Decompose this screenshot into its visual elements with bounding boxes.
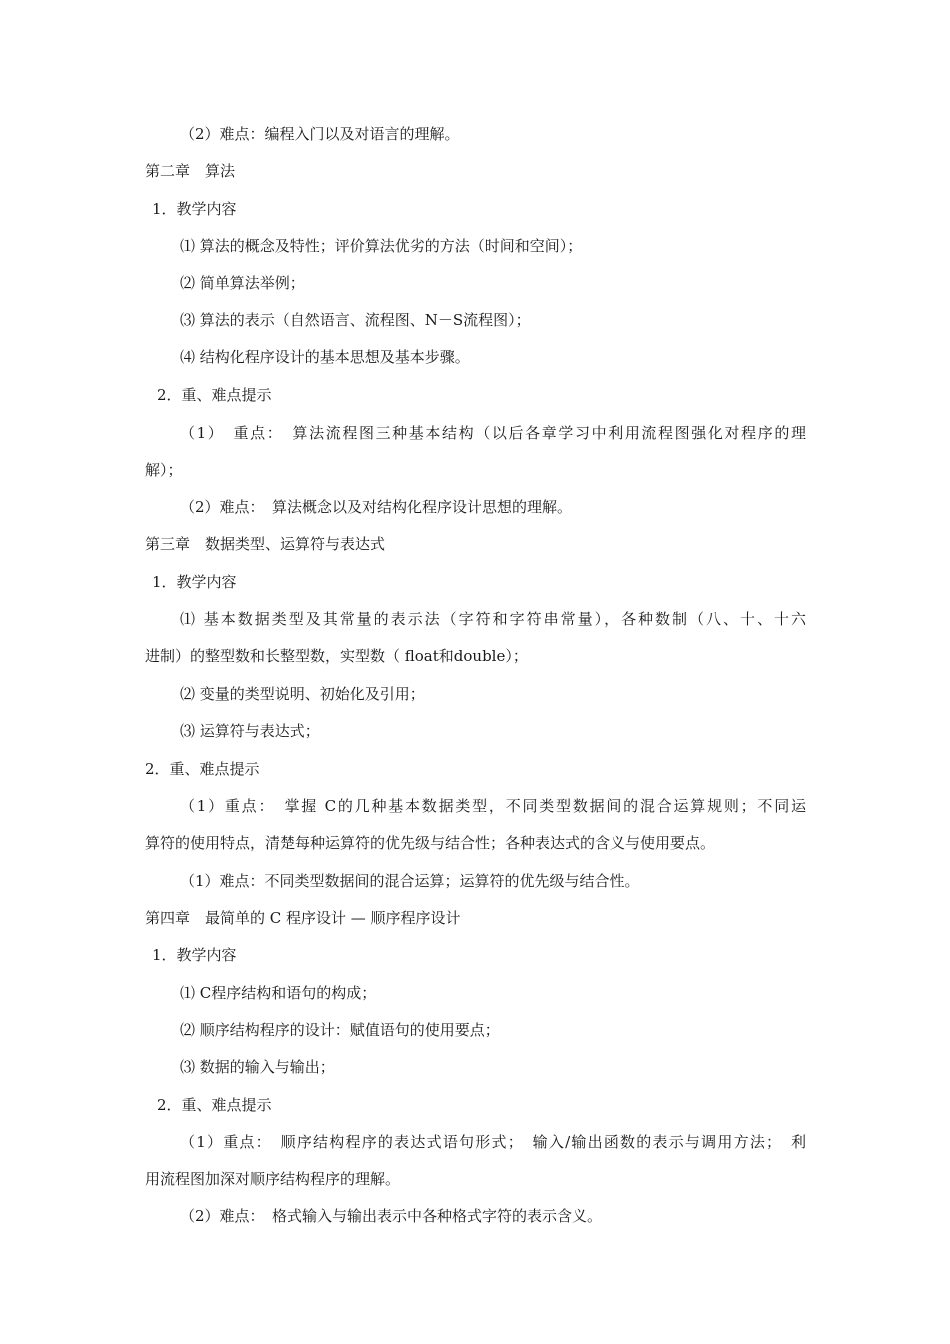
ch3-content-item-1: ⑴ 基本数据类型及其常量的表示法（字符和字符串常量），各种数制（八、十、十六 [180, 610, 806, 628]
ch2-key-points-heading: 2．重、难点提示 [157, 386, 272, 404]
ch2-content-item-1: ⑴ 算法的概念及特性；评价算法优劣的方法（时间和空间）； [180, 237, 583, 255]
ch3-key-point-line-cont: 算符的使用特点，清楚每种运算符的优先级与结合性；各种表达式的含义与使用要点。 [145, 834, 716, 852]
chapter-2-heading: 第二章 算法 [145, 162, 236, 180]
ch3-difficulty-line: （1）难点：不同类型数据间的混合运算；运算符的优先级与结合性。 [180, 872, 640, 890]
ch2-key-point-line: （1） 重点： 算法流程图三种基本结构（以后各章学习中利用流程图强化对程序的理 [180, 424, 806, 442]
ch4-content-item-2: ⑵ 顺序结构程序的设计：赋值语句的使用要点； [180, 1021, 500, 1039]
ch4-teaching-content-heading: 1．教学内容 [152, 946, 237, 964]
ch3-content-item-2: ⑵ 变量的类型说明、初始化及引用； [180, 685, 425, 703]
ch3-content-item-1-cont: 进制）的整型数和长整型数，实型数（ float和double）； [145, 647, 528, 665]
ch2-content-item-3: ⑶ 算法的表示（自然语言、流程图、N－S流程图）； [180, 311, 531, 329]
ch4-difficulty-line: （2）难点： 格式输入与输出表示中各种格式字符的表示含义。 [180, 1207, 603, 1225]
ch2-teaching-content-heading: 1．教学内容 [152, 200, 237, 218]
ch4-key-point-line: （1）重点： 顺序结构程序的表达式语句形式； 输入/输出函数的表示与调用方法； 利 [180, 1133, 806, 1151]
ch3-content-item-3: ⑶ 运算符与表达式； [180, 722, 320, 740]
ch3-key-points-heading: 2．重、难点提示 [145, 760, 260, 778]
ch4-content-item-1: ⑴ C程序结构和语句的构成； [180, 984, 377, 1002]
ch2-difficulty-line: （2）难点： 算法概念以及对结构化程序设计思想的理解。 [180, 498, 573, 516]
ch1-difficulty-line: （2）难点：编程入门以及对语言的理解。 [180, 125, 460, 143]
chapter-3-heading: 第三章 数据类型、运算符与表达式 [145, 535, 386, 553]
ch3-key-point-line: （1）重点： 掌握 C的几种基本数据类型，不同类型数据间的混合运算规则；不同运 [180, 797, 806, 815]
ch4-key-point-line-cont: 用流程图加深对顺序结构程序的理解。 [145, 1170, 401, 1188]
ch4-key-points-heading: 2．重、难点提示 [157, 1096, 272, 1114]
ch2-key-point-line-cont: 解）； [145, 461, 183, 479]
ch4-content-item-3: ⑶ 数据的输入与输出； [180, 1058, 335, 1076]
ch2-content-item-4: ⑷ 结构化程序设计的基本思想及基本步骤。 [180, 348, 470, 366]
chapter-4-heading: 第四章 最简单的 C 程序设计 — 顺序程序设计 [145, 909, 461, 927]
ch3-teaching-content-heading: 1．教学内容 [152, 573, 237, 591]
ch2-content-item-2: ⑵ 简单算法举例； [180, 274, 305, 292]
